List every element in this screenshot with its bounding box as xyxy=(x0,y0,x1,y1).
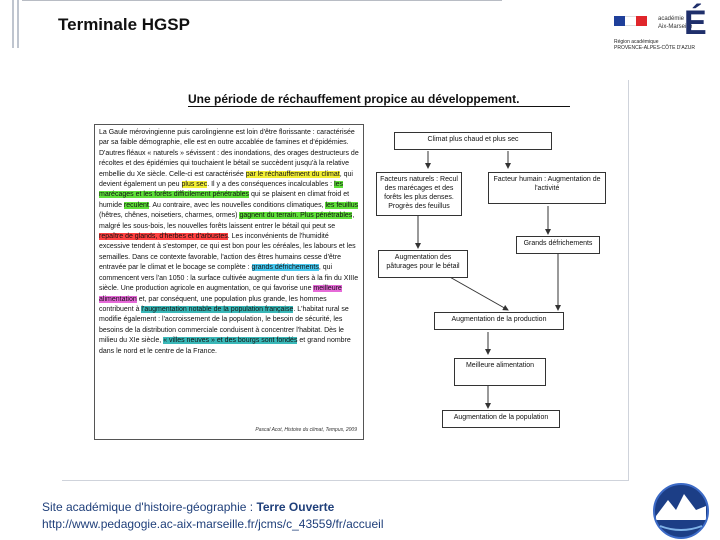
box-climat: Climat plus chaud et plus sec xyxy=(394,132,552,150)
box-paturages: Augmentation des pâturages pour le bétail xyxy=(378,250,468,278)
text-segment: les marécages et les forêts difficilement pénétrables xyxy=(99,181,344,199)
academy-logo xyxy=(612,6,712,54)
text-segment: , malgré les sous-bois, les nouvelles forêts laissent entrer le bétail qui peut se xyxy=(99,212,355,230)
box-production: Augmentation de la production xyxy=(434,312,564,330)
box-alimentation: Meilleure alimentation xyxy=(454,358,546,386)
text-segment: reculent xyxy=(123,201,149,209)
page-title: Terminale HGSP xyxy=(58,15,190,34)
footer-url[interactable]: http://www.pedagogie.ac-aix-marseille.fr/jcms/c_43559/fr/accueil xyxy=(42,517,384,531)
footer-site-prefix: Site académique d'histoire-géographie : xyxy=(42,500,257,514)
text-segment: les feuillus xyxy=(325,201,359,209)
text-segment: et, par conséquent, une population plus grande, les hommes contribuent à xyxy=(99,295,327,313)
text-segment: repaître de glands, d'herbes et d'arbustes xyxy=(99,233,228,241)
citation: Pascal Acot, Histoire du climat, Tempus, 2009 xyxy=(255,426,357,433)
text-segment: par le réchauffement du climat xyxy=(245,170,340,178)
flag-icon xyxy=(614,16,648,32)
top-rule xyxy=(22,0,502,1)
left-decoration xyxy=(12,0,22,48)
box-facteurs-naturels: Facteurs naturels : Recul des marécages et des forêts les plus denses. Progrès des feuillus xyxy=(376,172,462,216)
text-segment: La Gaule mérovingienne puis carolingienne est loin d'être florissante : caractérisée par sa faible démographie, elle est en outre accablée de famines et d'épidémies. D'autres fléaux « naturels » sévissent : des inondations, des orages destructeurs de récoltes et des épidémies qui touchaient le bétail se succèdent jusqu'à la relative embellie du Xe siècle. Celle-ci est caractérisée xyxy=(99,129,359,178)
document-title: Une période de réchauffement propice au développement. xyxy=(188,92,520,106)
logo-line1: académie xyxy=(658,16,685,22)
text-segment: (hêtres, chênes, noisetiers, charmes, ormes) xyxy=(99,212,240,220)
text-segment: et grand nombre dans le nord et le centre de la France. xyxy=(99,337,351,355)
text-segment: gagnent du terrain. Plus pénétrables xyxy=(239,212,353,220)
text-segment: meilleure alimentation xyxy=(99,285,342,303)
box-facteur-humain: Facteur humain : Augmentation de l'activité xyxy=(488,172,606,204)
text-segment: . Les inconvénients de l'humidité excessive tendent à s'estomper, ce qui est bon pour les céréales, les labours et les semailles. Dans ce contexte favorable, l'action des êtres humains cesse d'être entravée par le climat et le bocage se complète : xyxy=(99,233,356,272)
box-defrichements: Grands défrichements xyxy=(516,236,600,254)
logo-e: É xyxy=(684,4,707,42)
footer-site xyxy=(42,500,334,514)
text-segment: qui se plaisent en climat froid et humide xyxy=(99,191,350,209)
text-segment: , qui devient également un peu xyxy=(99,170,353,189)
text-segment: . Au contraire, avec les nouvelles conditions climatiques, xyxy=(148,201,326,209)
text-segment: . L'habitat rural se modifie également : l'accroissement de la population, le besoin de sécurité, les besoins de la distribution commerciale conduisent à concentrer l'habitat. Dès le milieu du XIe siècle, xyxy=(99,305,349,345)
text-segment: « villes neuves » et des bourgs sont fondés xyxy=(163,337,298,345)
logo-sub2: PROVENCE-ALPES-CÔTE D'AZUR xyxy=(614,45,695,51)
logo-sub1: Région académique xyxy=(614,39,659,45)
footer-site-name[interactable]: Terre Ouverte xyxy=(256,500,335,514)
text-segment: , qui commencent vers l'an 1050 : la surface cultivée augmente d'un tiers à la fin du XIIIe siècle. Une production agricole en augmentation, ce qui favorise une xyxy=(99,264,359,293)
logo-line2: Aix-Marseille xyxy=(658,24,693,30)
text-segment: . Il y a des conséquences incalculables : xyxy=(207,181,335,189)
text-segment: l'augmentation notable de la population française xyxy=(141,305,294,313)
text-segment: plus sec xyxy=(181,181,208,189)
box-population: Augmentation de la population xyxy=(442,410,560,428)
document-image xyxy=(88,88,620,450)
text-segment: grands défrichements xyxy=(251,264,319,272)
terre-ouverte-logo-icon xyxy=(652,482,710,540)
